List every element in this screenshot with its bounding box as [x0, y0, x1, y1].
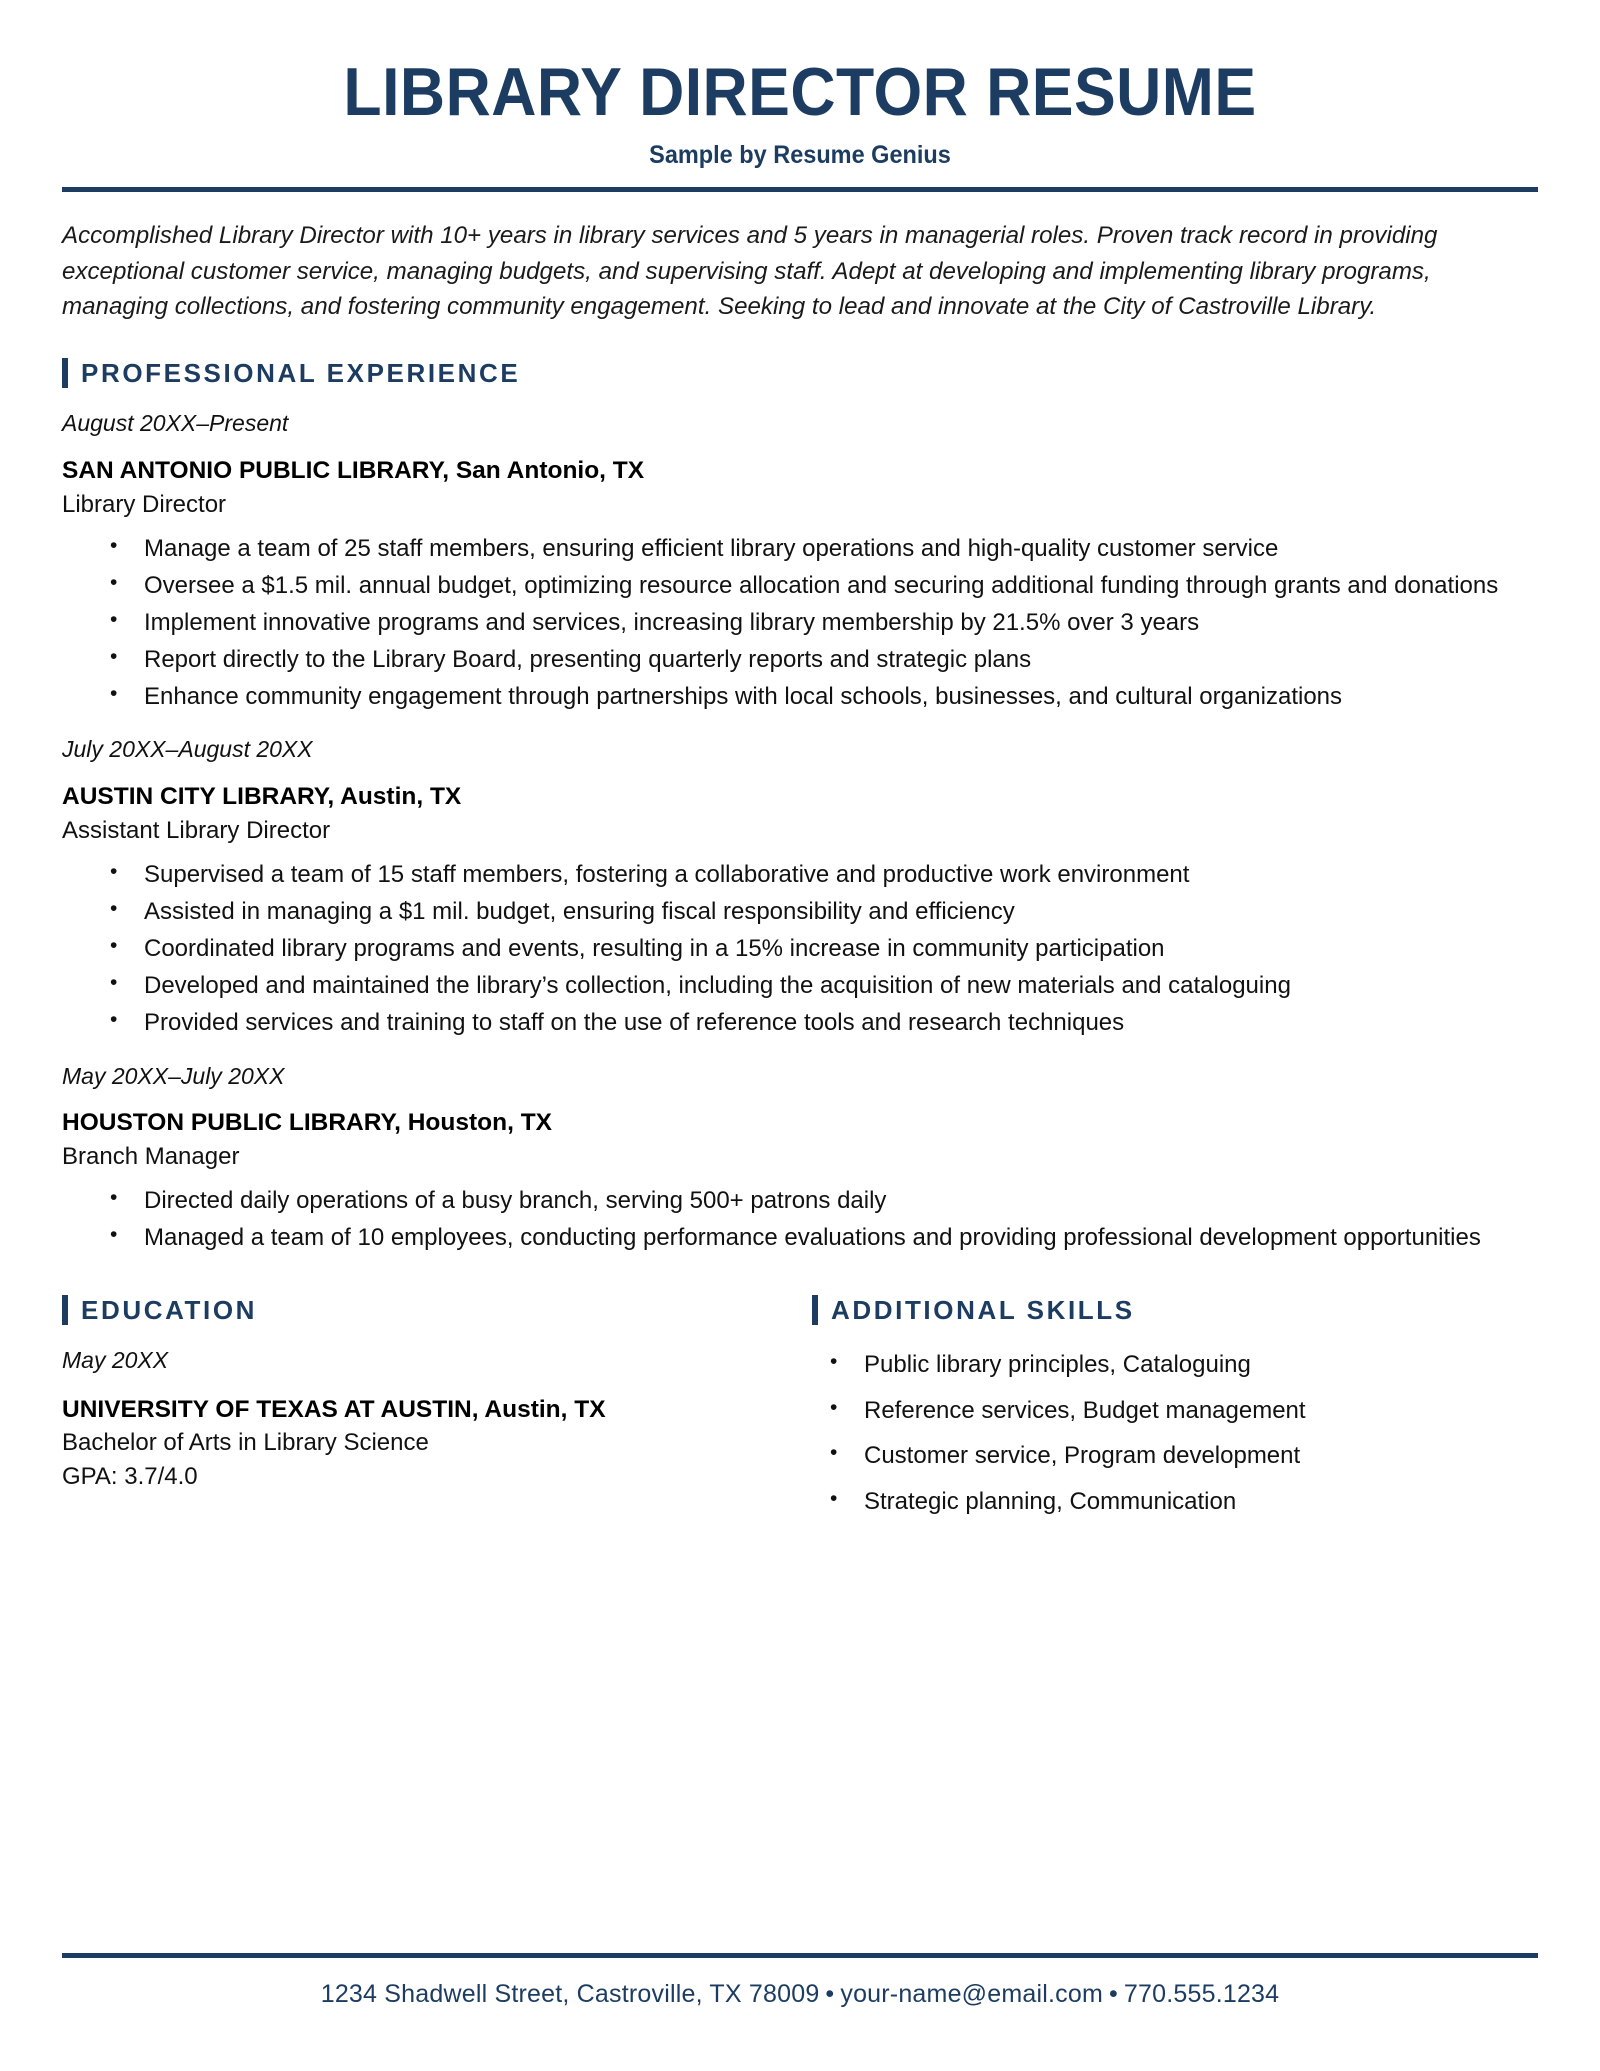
contact-phone[interactable]: 770.555.1234 — [1123, 1980, 1280, 2008]
education-school: UNIVERSITY OF TEXAS AT AUSTIN, Austin, TX — [62, 1396, 606, 1424]
section-accent-bar-icon — [812, 1295, 818, 1325]
professional-summary: Accomplished Library Director with 10+ years in library services and 5 years in managerial roles. Proven track record in providing exceptional customer service, managing budgets, and supervising staff. Adept at developing and implementing library programs, managing collections, and fostering community engagement. Seeking to lead and innovate at the City of Castroville Library. — [62, 222, 1438, 320]
list-item: • Managed a team of 10 employees, conducting performance evaluations and providing professional development opportunities — [62, 1221, 1538, 1255]
job-dates: July 20XX–August 20XX — [62, 736, 313, 763]
education-dates: May 20XX — [62, 1347, 169, 1374]
section-title-education: EDUCATION — [81, 1295, 258, 1326]
job-company: SAN ANTONIO PUBLIC LIBRARY, San Antonio, TX — [62, 456, 645, 484]
contact-address: 1234 Shadwell Street, Castroville, TX 78009 — [320, 1980, 820, 2008]
bullet-separator-icon: • — [1108, 1980, 1118, 2008]
skills-column — [752, 1295, 1538, 1531]
list-item: • Reference services, Budget management — [812, 1395, 1538, 1427]
bullet-separator-icon: • — [825, 1980, 835, 2008]
job-dates: May 20XX–July 20XX — [62, 1062, 285, 1089]
job-bullet-list — [62, 532, 1538, 714]
experience-entry — [62, 1063, 1538, 1256]
list-item: • Coordinated library programs and events, resulting in a 15% increase in community participation — [62, 932, 1538, 966]
experience-entry — [62, 410, 1538, 714]
list-item: • Implement innovative programs and services, increasing library membership by 21.5% over 3 years — [62, 606, 1538, 640]
section-heading-skills — [812, 1295, 1538, 1325]
section-heading-experience — [62, 358, 1538, 388]
resume-subtitle: Sample by Resume Genius — [649, 141, 951, 170]
job-bullet-list — [62, 858, 1538, 1040]
job-role: Library Director — [62, 491, 227, 519]
job-dates: August 20XX–Present — [62, 410, 289, 437]
education-degree: Bachelor of Arts in Library Science — [62, 1429, 429, 1457]
list-item: • Strategic planning, Communication — [812, 1486, 1538, 1518]
contact-line — [62, 1980, 1538, 2009]
list-item: • Assisted in managing a $1 mil. budget, ensuring fiscal responsibility and efficiency — [62, 895, 1538, 929]
skills-list — [812, 1349, 1538, 1518]
bottom-columns — [62, 1295, 1538, 1531]
section-accent-bar-icon — [62, 1295, 68, 1325]
list-item: • Report directly to the Library Board, presenting quarterly reports and strategic plans — [62, 643, 1538, 677]
education-gpa: GPA: 3.7/4.0 — [62, 1463, 198, 1491]
footer-divider — [62, 1953, 1538, 1958]
resume-footer — [62, 1953, 1538, 2009]
section-accent-bar-icon — [62, 358, 68, 388]
job-bullet-list — [62, 1184, 1538, 1255]
contact-email[interactable]: your-name@email.com — [840, 1980, 1103, 2008]
job-role: Assistant Library Director — [62, 817, 331, 845]
list-item: • Provided services and training to staff on the use of reference tools and research techniques — [62, 1006, 1538, 1040]
list-item: • Customer service, Program development — [812, 1440, 1538, 1472]
list-item: • Public library principles, Cataloguing — [812, 1349, 1538, 1381]
header-divider — [62, 187, 1538, 192]
job-company: HOUSTON PUBLIC LIBRARY, Houston, TX — [62, 1109, 552, 1137]
job-company: AUSTIN CITY LIBRARY, Austin, TX — [62, 782, 462, 810]
resume-header — [62, 0, 1538, 170]
list-item: • Manage a team of 25 staff members, ensuring efficient library operations and high-quality customer service — [62, 532, 1538, 566]
list-item: • Supervised a team of 15 staff members, fostering a collaborative and productive work environment — [62, 858, 1538, 892]
section-title-skills: ADDITIONAL SKILLS — [831, 1295, 1135, 1326]
page-title: LIBRARY DIRECTOR RESUME — [343, 54, 1257, 130]
list-item: • Enhance community engagement through partnerships with local schools, businesses, and cultural organizations — [62, 680, 1538, 714]
experience-entry — [62, 736, 1538, 1040]
education-column — [62, 1295, 752, 1531]
list-item: • Developed and maintained the library’s collection, including the acquisition of new materials and cataloguing — [62, 969, 1538, 1003]
list-item: • Directed daily operations of a busy branch, serving 500+ patrons daily — [62, 1184, 1538, 1218]
job-role: Branch Manager — [62, 1143, 240, 1171]
section-heading-education — [62, 1295, 752, 1325]
list-item: • Oversee a $1.5 mil. annual budget, optimizing resource allocation and securing additional funding through grants and donations — [62, 569, 1538, 603]
section-title-experience: PROFESSIONAL EXPERIENCE — [81, 358, 521, 389]
